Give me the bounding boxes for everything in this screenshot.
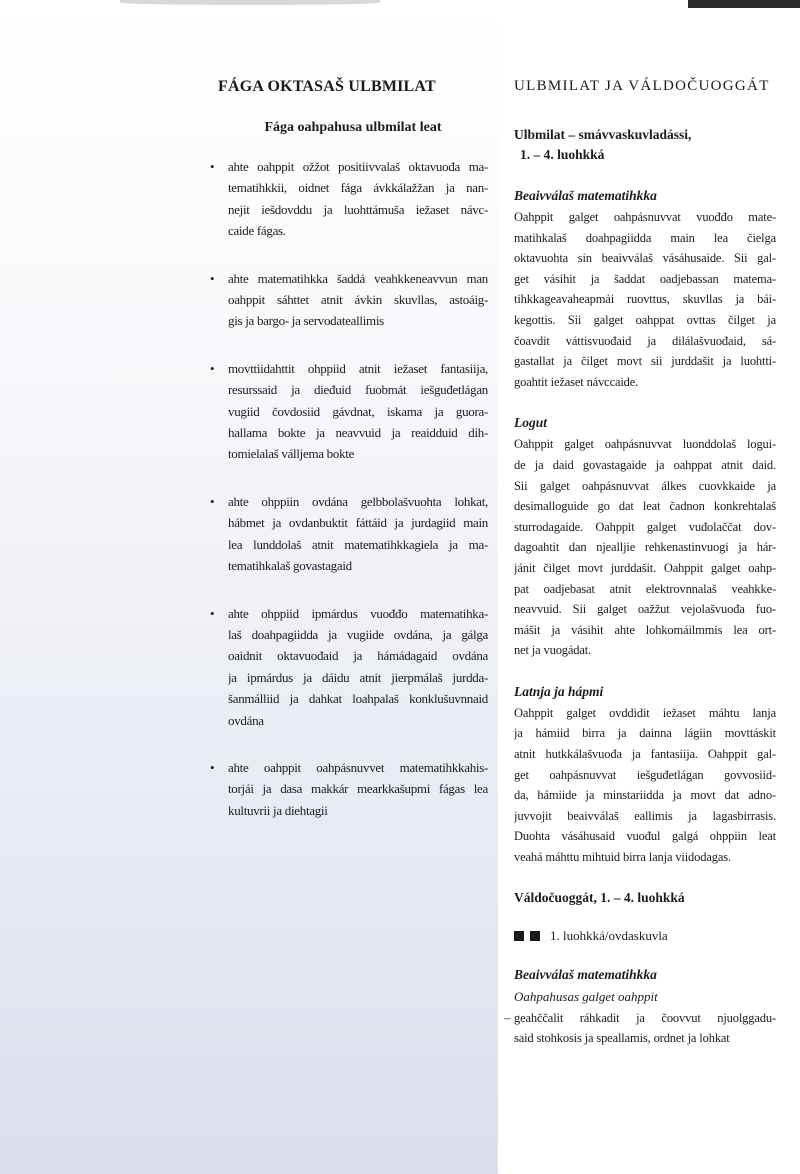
bullet-text-line: caide fágas. [228,223,286,239]
section-text-line: net ja vuogádat. [514,643,592,658]
bullet-text-line: oahppit sáhttet atnit ávkin skuvllas, astoáig- [228,292,488,308]
level-label: 1. luohkká/ovdaskuvla [550,927,668,943]
section-title: Beaivválaš matematihkka [514,966,657,982]
dash-marker: – [504,1010,511,1025]
bullet-item [210,358,488,465]
bullet-text-line: lea lunddolaš atnit matematihkkagiela ja ma- [228,536,488,552]
section-text-line: čoavdit váttisvuođaid ja dilálašvuođaid, sá- [514,333,776,348]
section-text-line: da, hámiide ja minstariidda ja movt dat adno- [514,788,776,803]
goal-sections [514,185,776,868]
bullet-item [210,757,488,821]
dash-item-text [514,1008,776,1049]
bullet-text-line: šanmálliid ja dahkat loahpalaš konklušuvnnaid [228,691,488,707]
scan-edge-bar [688,0,800,8]
section-text-line: matihkalaš doahpagiidda main lea čielga [514,230,776,245]
bullet-text-line: kultuvrii ja diehtagii [228,802,328,818]
level-row [514,928,776,944]
bullet-dot-icon: • [210,493,215,509]
section-text-line: Oahppit galget ovddidit iežaset máhtu lanja [514,705,776,720]
section-text-line: mášit ja vásihit ahte lohkomáilmmis lea ort- [514,622,776,637]
bullet-text-line: torjái ja dasa makkár mearkkašupmi fágas lea [228,781,488,797]
bullet-text-line: gis ja bargo- ja servodateallimis [228,313,384,329]
bullet-text-line: movttiidahttit ohppiid atnit iežaset fantasiija, [228,360,488,376]
section-text-line: atnit hutkkálašvuođa ja fantasiija. Oahppit gal- [514,747,776,762]
bullet-dot-icon: • [210,159,215,174]
section-text-line: kegottis. Sii galget oahppat ovttas čilget ja [514,312,776,327]
goals-subtitle-line2: 1. – 4. luohkká [520,147,605,162]
left-subheading: Fága oahpahusa ulbmilat leat [264,120,442,135]
bullet-text-line: ahte ohppiin ovdána gelbbolašvuohta lohkat, [228,493,488,509]
bullet-text-line: hallama bokte ja neavvuid ja reaidduid dih- [228,425,488,441]
section-title: Latnja ja hápmi [514,683,604,699]
section-title: Logut [514,415,548,431]
section-text-line: jánit čilget movt jurddašit. Oahppit galget oahp- [514,560,776,575]
bullet-text-line: ahte ohppiid ipmárdus vuođđo matematihka- [228,605,488,621]
bullet-dot-icon: • [210,270,215,286]
bullet-text-line: tematihkalaš govastagaid [228,558,352,574]
right-column [504,78,776,1049]
section-text-line: ja hámiid birra ja dainna lágiin movttáskit [514,726,776,741]
section-text-line: Oahppit galget oahpásnuvvat vuođđo mate- [514,210,776,224]
bullet-text-line: laš doahpagiidda ja vugiide ovdána, ja gálga [228,626,488,642]
bullet-text-line: tematihkkii, oidnet fága ávkkálažžan ja nan- [228,180,488,196]
section-text-line: pat oadjebasat atnit elektrovnnalaš veahkke- [514,581,776,596]
section-text-line: de ja daid govastagaide ja oahppat atnit daid. [514,457,776,472]
section-title: Beaivválaš matematihkka [514,188,657,203]
section-text-line: dagoahtit dan njealljie rehkenastinvuogi ja hár- [514,540,776,555]
right-heading: ULBMILAT JA VÁLDOČUOGGÁT [514,78,770,94]
section-text-line: tihkkageavaheapmái ruovttus, skuvllas ja bái- [514,292,776,307]
bullet-text-line: nejit iešdovddu ja luohttámuša iežaset návc- [228,201,488,217]
bullet-text-line: ahte matematihkka šaddá veahkkeneavvun man [228,270,488,286]
bullet-item [210,268,488,332]
goals-subtitle [514,125,776,165]
bullet-text-line: vugiid čovdosiid gávdnat, iskama ja guora- [228,403,488,419]
section-text-line: goahtit iežaset návccaide. [514,374,639,389]
section-text-line: get vásihit ja šaddat oadjebassan matema- [514,271,776,286]
dash-list-item [504,1008,776,1049]
goals-subtitle-line1: Ulbmilat – smávvaskuvladássi, [514,127,692,142]
scan-smudge [120,0,380,5]
section-intro: Oahpahusas galget oahppit [514,988,658,1004]
bullet-dot-icon: • [210,605,215,621]
dash-text-line: geahččalit ráhkadit ja čoovvut njuolggadu- [514,1010,776,1025]
goal-section [514,185,776,392]
section-text-line: Duohta vásáhusaid vuođul galgá ohppiin leat [514,829,776,844]
main-points-heading: Váldočuoggát, 1. – 4. luohkká [514,889,685,905]
goal-section [514,681,776,868]
square-marker-icon [514,931,524,941]
section-text-line: veahá máhttu mihtuid birra lanja viidodagas. [514,850,731,865]
bullet-item [210,491,488,577]
left-heading: FÁGA OKTASAŠ ULBMILAT [218,78,436,95]
square-marker-icon [530,931,540,941]
bullet-item [210,156,488,242]
goals-bullet-list [210,156,488,821]
section-text-line: sturrodagaide. Oahppit galget vuđolaččat dov- [514,519,776,534]
bullet-dot-icon: • [210,759,215,775]
bullet-text-line: tomielalaš válljema bokte [228,446,355,462]
daily-math-section [504,964,776,1049]
section-text-line: Oahppit galget oahpásnuvvat luonddolaš logui- [514,437,776,452]
bullet-text-line: oaidnit oktavuođaid ja hámádagaid ovdána [228,648,488,664]
section-text-line: gastallat ja čilget movt sii jurddašit ja luohtti- [514,354,776,369]
bullet-text-line: hábmet ja ovdanbuktit fáttáid ja jurdagiid main [228,515,488,531]
bullet-item [210,603,488,731]
section-text-line: juvvojit beaivválaš eallimis ja lagasbirrasis. [514,808,776,823]
bullet-text-line: resurssaid ja dieđuid fuobmát iešguđetlágan [228,382,488,398]
left-column [210,78,488,847]
section-text-line: desimalloguide go dat leat čadnon konkrehtalaš [514,499,776,514]
goal-section [514,412,776,661]
section-text-line: neavvuid. Sii galget oažžut vejolašvuođa fuo- [514,602,776,617]
section-text-line: oktavuohta sin beaivválaš vásáhusaide. Sii gal- [514,251,776,266]
section-text-line: Sii galget oahpásnuvvat álkes cuovkkaide ja [514,478,776,493]
bullet-text-line: ahte oahppit ožžot positiivvalaš oktavuođa ma- [228,159,488,174]
bullet-text-line: ahte oahppit oahpásnuvvet matematihkkahis- [228,759,488,775]
dash-text-line: said stohkosis ja speallamis, ordnet ja lohkat [514,1031,730,1046]
bullet-text-line: ja ipmárdus ja dáidu atnit jierpmálaš jurdda- [228,669,488,685]
bullet-text-line: ovdána [228,712,264,728]
bullet-dot-icon: • [210,360,215,376]
section-text-line: get oahpásnuvvat iešguđetlágan govvosiid- [514,767,776,782]
